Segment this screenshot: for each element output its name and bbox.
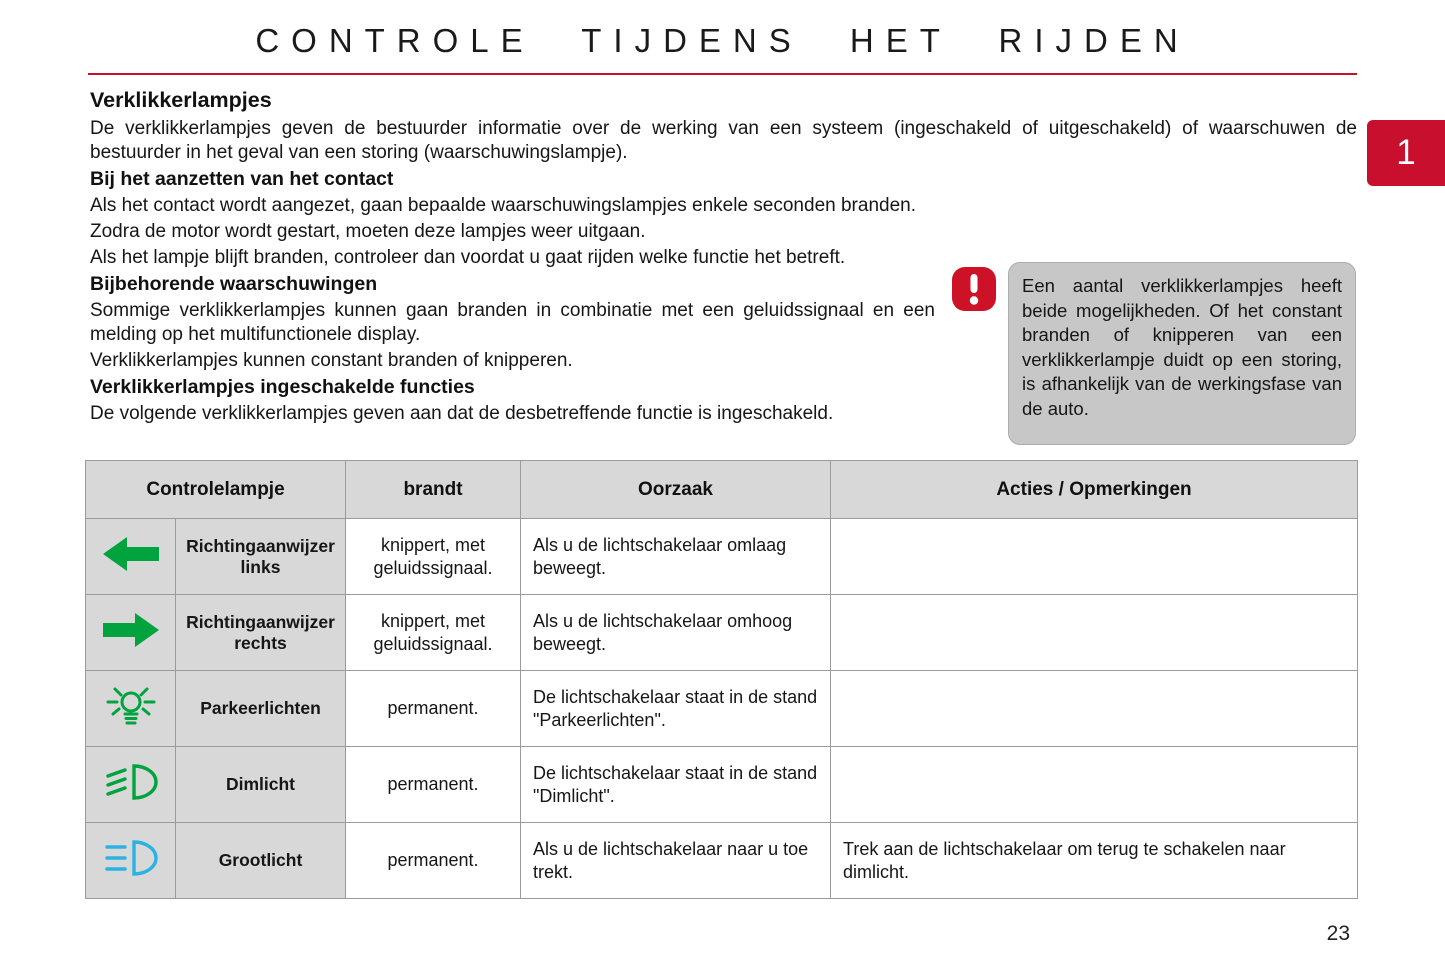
acties-cell [831, 519, 1358, 595]
chapter-tab [1367, 120, 1445, 186]
paragraph: Als het lampje blijft branden, controleer dan voordat u gaat rijden welke functie het betreft. [90, 247, 846, 268]
intro-paragraph: De verklikkerlampjes geven de bestuurder informatie over de werking van een systeem (ingeschakeld of uitgeschakeld) of waarschuwen de bestuurder in het geval van een storing (waarschuwingslampje). [90, 118, 1357, 163]
icon-cell [86, 747, 176, 823]
chapter-number: 1 [1396, 133, 1416, 172]
acties-cell: Trek aan de lichtschakelaar om terug te schakelen naar dimlicht. [831, 823, 1358, 899]
icon-cell [86, 823, 176, 899]
indicator-label: Grootlicht [176, 823, 346, 899]
subsection-title-waarschuwingen: Bijbehorende waarschuwingen [90, 273, 378, 295]
table-row [86, 747, 1358, 823]
brandt-cell: knippert, met geluidssignaal. [346, 519, 521, 595]
paragraph: Sommige verklikkerlampjes kunnen gaan branden in combinatie met een geluidssignaal en een melding op het multifunctionele display. [90, 300, 935, 345]
table-row [86, 671, 1358, 747]
header-brandt: brandt [346, 461, 521, 519]
icon-cell [86, 671, 176, 747]
oorzaak-cell: Als u de lichtschakelaar naar u toe trekt. [521, 823, 831, 899]
page-title: CONTROLE TIJDENS HET RIJDEN [255, 22, 1190, 59]
indicator-label: Dimlicht [176, 747, 346, 823]
paragraph: De volgende verklikkerlampjes geven aan dat de desbetreffende functie is ingeschakeld. [90, 403, 834, 424]
oorzaak-cell: Als u de lichtschakelaar omlaag beweegt. [521, 519, 831, 595]
brandt-cell: permanent. [346, 823, 521, 899]
indicator-label: Richtingaanwijzer links [176, 519, 346, 595]
paragraph: Als het contact wordt aangezet, gaan bepaalde waarschuwingslampjes enkele seconden branden. [90, 195, 916, 216]
high-beam-icon [103, 839, 159, 877]
low-beam-icon [103, 763, 159, 801]
acties-cell [831, 595, 1358, 671]
brandt-cell: knippert, met geluidssignaal. [346, 595, 521, 671]
page-number: 23 [1326, 922, 1350, 945]
table-header-row [86, 461, 1358, 519]
header-acties: Acties / Opmerkingen [831, 461, 1358, 519]
icon-cell [86, 519, 176, 595]
header-controlelampje: Controlelampje [86, 461, 346, 519]
subsection-title-functies: Verklikkerlampjes ingeschakelde functies [90, 376, 475, 398]
oorzaak-cell: De lichtschakelaar staat in de stand "Parkeerlichten". [521, 671, 831, 747]
header-oorzaak: Oorzaak [521, 461, 831, 519]
table-row [86, 595, 1358, 671]
brandt-cell: permanent. [346, 671, 521, 747]
icon-cell [86, 595, 176, 671]
acties-cell [831, 671, 1358, 747]
indicator-label: Richtingaanwijzer rechts [176, 595, 346, 671]
table-row [86, 519, 1358, 595]
paragraph: Verklikkerlampjes kunnen constant branden of knipperen. [90, 350, 573, 371]
oorzaak-cell: Als u de lichtschakelaar omhoog beweegt. [521, 595, 831, 671]
acties-cell [831, 747, 1358, 823]
parking-lights-icon [103, 683, 159, 729]
indicator-table [85, 460, 1358, 899]
note-box: Een aantal verklikkerlampjes heeft beide mogelijkheden. Of het constant branden of knipperen van een verklikkerlampje duidt op een storing, is afhankelijk van de werkingsfase van de auto. [1008, 262, 1356, 445]
indicator-table-wrap [85, 460, 1358, 899]
warning-exclamation-icon [951, 266, 997, 312]
indicator-label: Parkeerlichten [176, 671, 346, 747]
paragraph: Zodra de motor wordt gestart, moeten deze lampjes weer uitgaan. [90, 221, 646, 242]
turn-signal-right-icon [103, 611, 159, 649]
section-heading: Verklikkerlampjes [90, 88, 272, 112]
table-row [86, 823, 1358, 899]
subsection-title-contact: Bij het aanzetten van het contact [90, 168, 394, 190]
turn-signal-left-icon [103, 535, 159, 573]
oorzaak-cell: De lichtschakelaar staat in de stand "Dimlicht". [521, 747, 831, 823]
brandt-cell: permanent. [346, 747, 521, 823]
